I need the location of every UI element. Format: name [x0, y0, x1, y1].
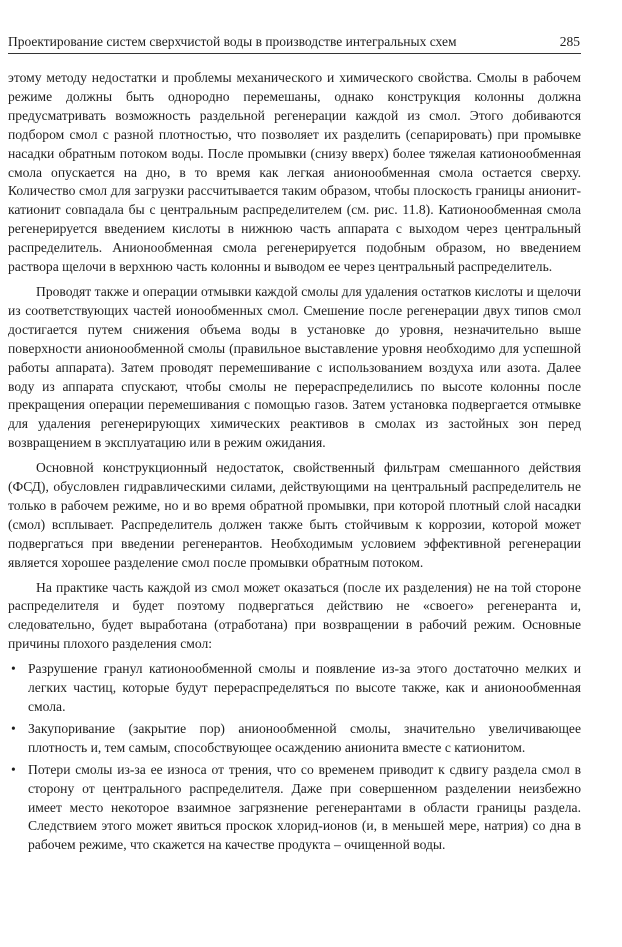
paragraph-3: Основной конструкционный недостаток, свойственный фильтрам смешанного действия (ФСД), обусловлен гидравлическими силами, действующими на центральный распределитель не только в рабочем режиме, но и во время обратной промывки, при которой плотный слой насадки (смол) всплывает. Распределитель должен также быть стойчивым к коррозии, которой может подвергаться при введении регенерантов. Необходимым условием эффективной регенерации является хорошее разделение смол после промывки обратным потоком. — [8, 460, 581, 570]
paragraph-2: Проводят также и операции отмывки каждой смолы для удаления остатков кислоты и щелочи из соответствующих частей ионообменных смол. Смешение после регенерации двух типов смол достигается путем снижения объема воды в установке до уровня, незначительно выше поверхности анионообменной смолы (правильное выставление уровня необходимо для успешной работы аппарата). Затем проводят перемешивание с использованием воздуха или азота. Далее воду из аппарата спускают, чтобы смолы не перераспределились по высоте колонны после прекращения операции перемешивания с помощью газов. Затем установка подвергается отмывке для удаления регенерирующих химических реактивов в смолах из застойных зон перед возвращением в эксплуатацию или в режим ожидания. — [8, 283, 581, 451]
list-item-text: Закупоривание (закрытие пор) анионообменной смолы, значительно увеличивающее плотность и, тем самым, способствующее осаждению анионита вместе с катионитом. — [28, 720, 581, 755]
list-item-text: Потери смолы из-за ее износа от трения, что со временем приводит к сдвигу раздела смол в сторону от центрального распределителя. Даже при совершенном разделении неизбежно имеет место некоторое взаимное загрязнение регенерантами в области границы раздела. Следствием этого может явиться проскок хлорид-ионов (и, в меньшей мере, натрия) со дна в рабочем режиме, что скажется на качестве продукта – очищенной воды. — [28, 761, 581, 853]
list-item — [8, 660, 581, 717]
list-item — [8, 761, 581, 856]
paragraph-4: На практике часть каждой из смол может оказаться (после их разделения) не на той стороне распределителя и будет поэтому подвергаться действию не «своего» регенеранта и, следовательно, будет выработана (отработана) при возвращении в рабочий режим. Основные причины плохого разделения смол: — [8, 579, 581, 652]
header-divider — [8, 53, 581, 54]
list-item — [8, 720, 581, 758]
running-title: Проектирование систем сверхчистой воды в производстве интегральных схем — [8, 34, 457, 49]
bullet-icon: • — [11, 761, 16, 777]
causes-list — [8, 660, 581, 855]
bullet-icon: • — [11, 661, 16, 677]
list-item-text: Разрушение гранул катионообменной смолы и появление из-за этого достаточно мелких и легких частиц, которые будут перераспределяться по высоте также, как и анионообменная смола. — [28, 661, 581, 714]
page-number: 285 — [559, 34, 580, 49]
body-text — [8, 69, 581, 858]
paragraph-1: этому методу недостатки и проблемы механического и химического свойства. Смолы в рабочем режиме должны быть однородно перемешаны, однако конструкция колонны должна предусматривать возможность раздельной регенерации каждой из смол. Этого добиваются подбором смол с разной плотностью, что позволяет их разделить (сепарировать) при промывке насадки обратным потоком воды. После промывки (снизу вверх) более тяжелая катионообменная смола опускается на дно, в то время как легкая анионообменная смола остается сверху. Количество смол для загрузки рассчитывается таким образом, чтобы плоскость границы анионит-катионит совпадала бы с центральным распределителем (см. рис. 11.8). Катионообменная смола регенерируется введением кислоты в нижнюю часть аппарата с выходом через центральный распределитель. Анионообменная смола регенерируется подобным образом, но введением раствора щелочи в верхнюю часть колонны и выводом ее через центральный распределитель. — [8, 70, 581, 275]
bullet-icon: • — [11, 720, 16, 736]
running-header — [8, 30, 580, 52]
